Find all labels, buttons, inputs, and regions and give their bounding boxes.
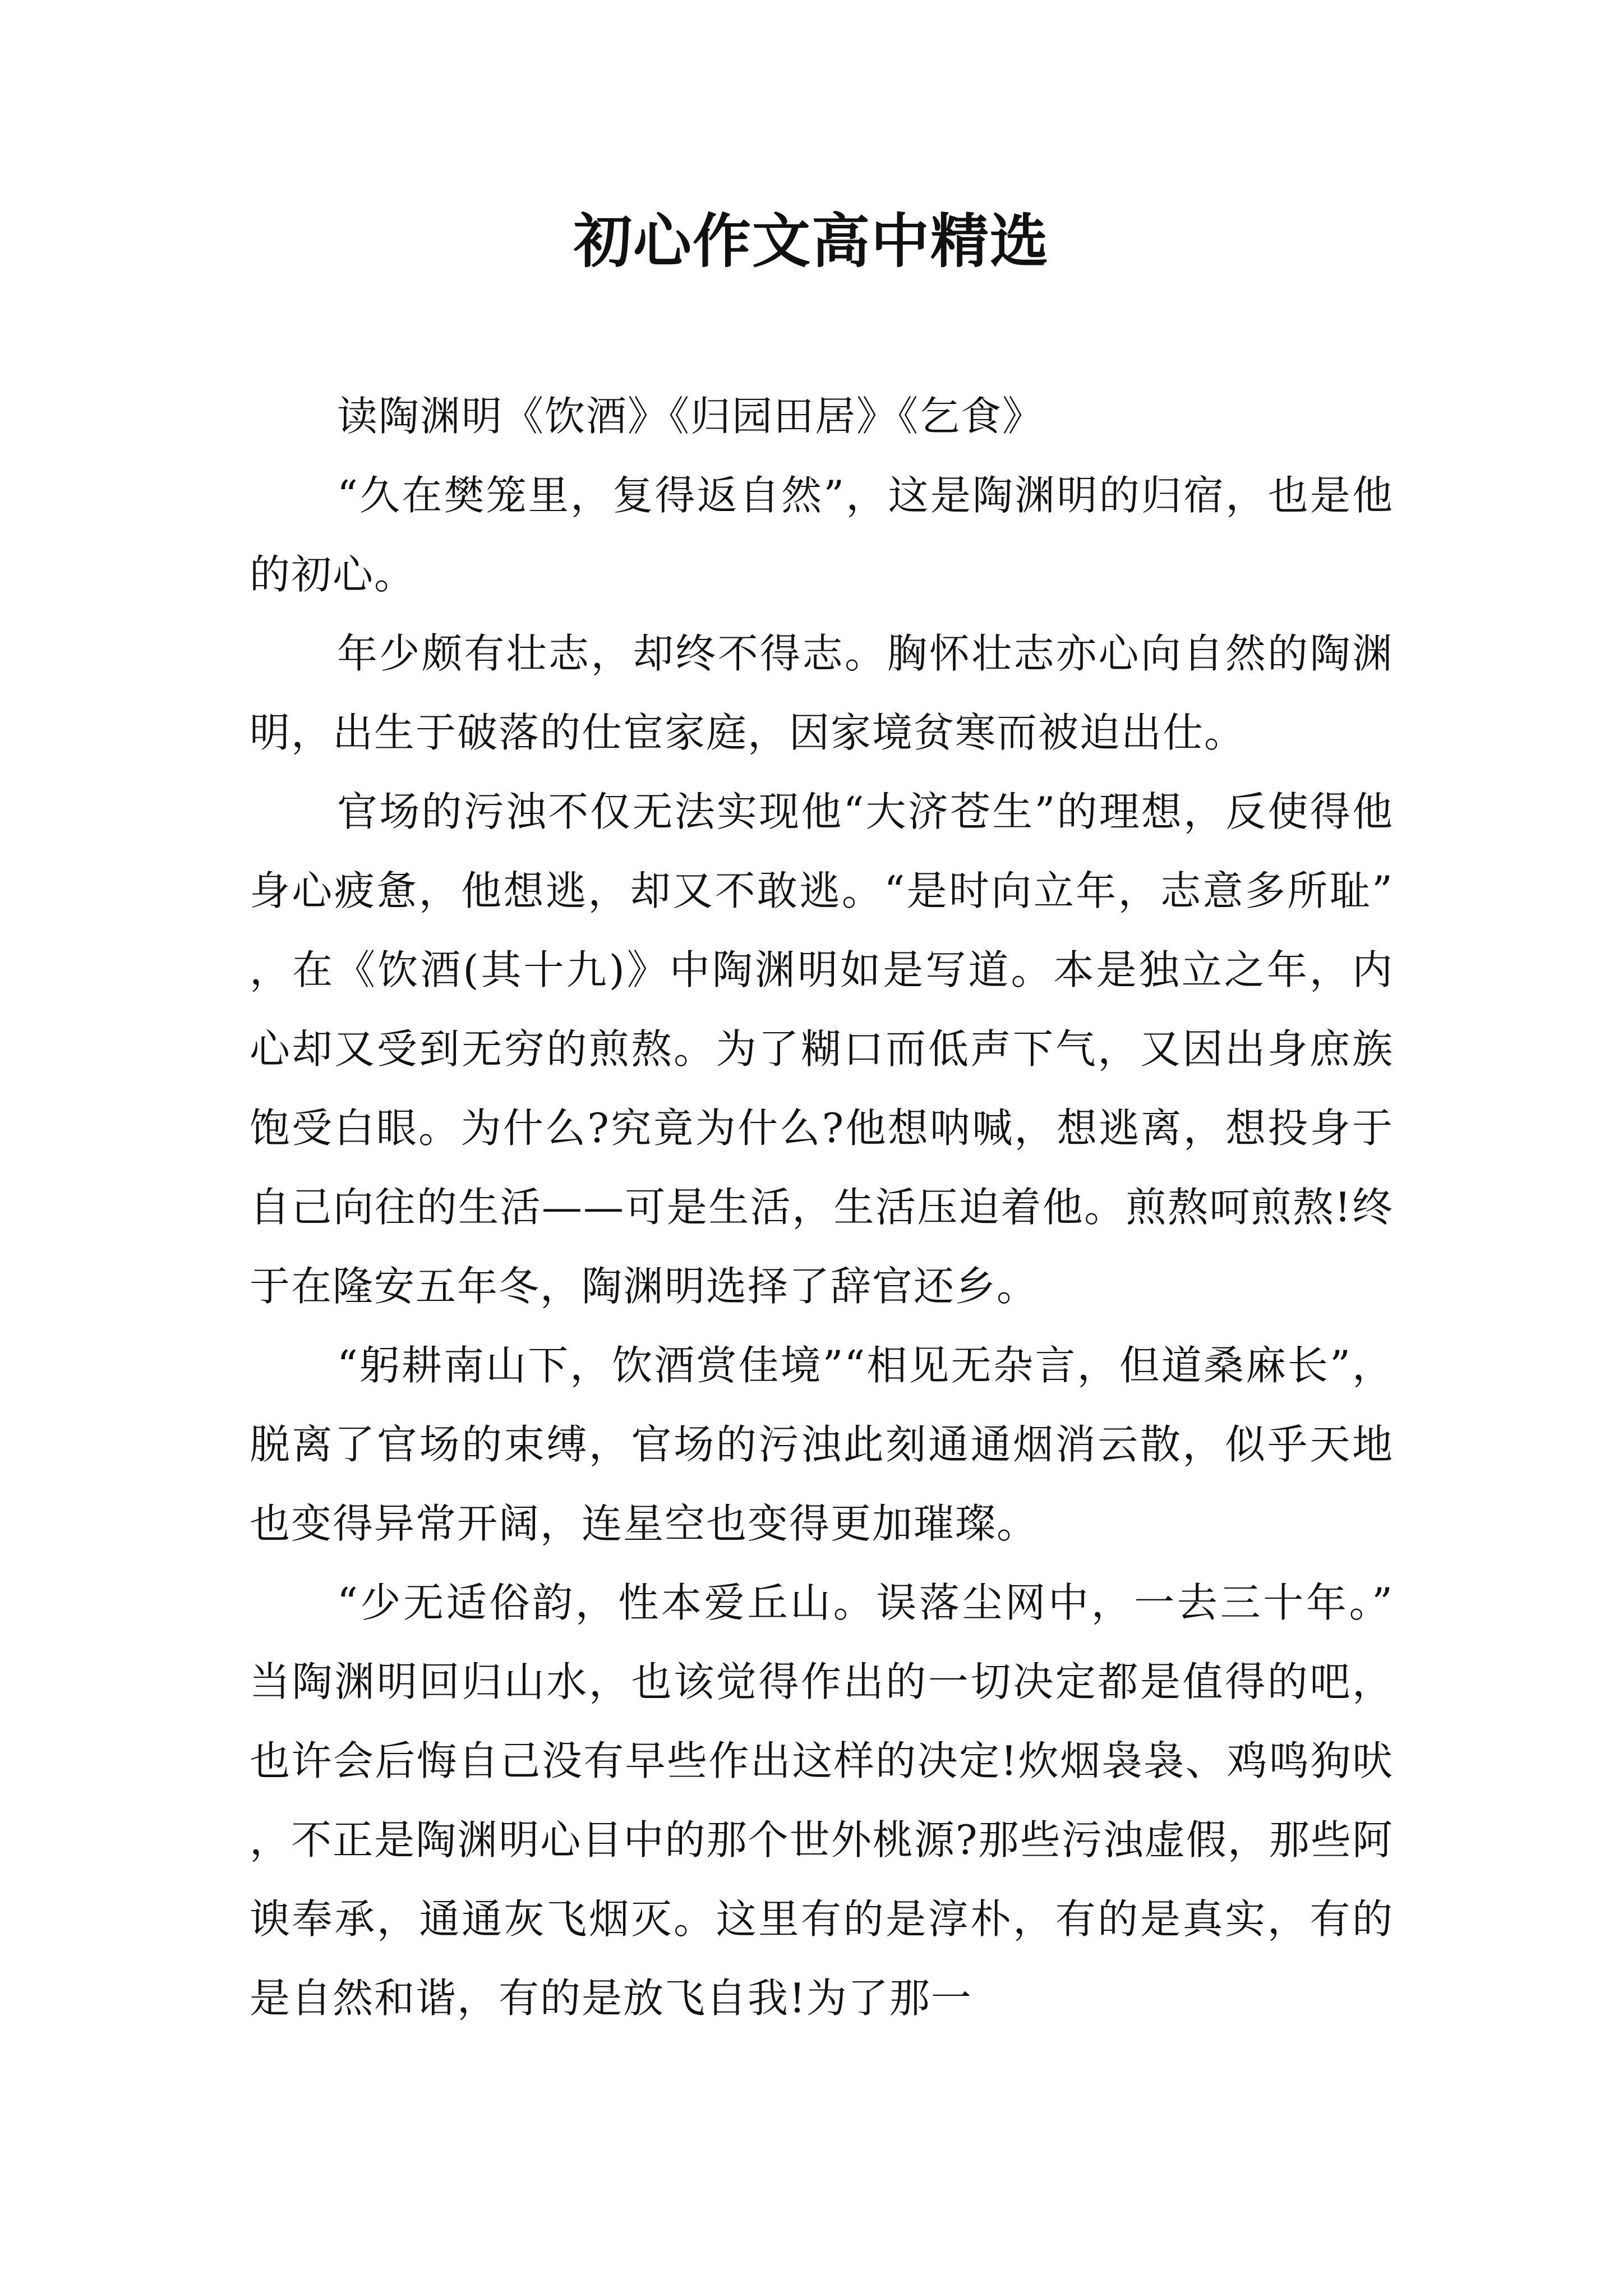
paragraph-3: 官场的污浊不仅无法实现他“大济苍生”的理想，反使得他身心疲惫，他想逃，却又不敢逃。“是时向立年，志意多所耻”，在《饮酒(其十九)》中陶渊明如是写道。本是独立之年，内心却又受到无穷的煎熬。为了糊口而低声下气，又因出身庶族饱受白眼。为什么?究竟为什么?他想呐喊，想逃离，想投身于自己向往的生活——可是生活，生活压迫着他。煎熬呵煎熬!终于在隆安五年冬，陶渊明选择了辞官还乡。 — [250, 788, 1394, 1310]
paragraph-subtitle: 读陶渊明《饮酒》《归园田居》《乞食》 — [337, 393, 1044, 440]
paragraph-2: 年少颇有壮志，却终不得志。胸怀壮志亦心向自然的陶渊明，出生于破落的仕宦家庭，因家境贫寒而被迫出仕。 — [250, 630, 1394, 756]
paragraph-1: “久在樊笼里，复得返自然”，这是陶渊明的归宿，也是他的初心。 — [250, 472, 1394, 598]
document-title: 初心作文高中精选 — [573, 206, 1049, 275]
paragraph-5: “少无适俗韵，性本爱丘山。误落尘网中，一去三十年。”当陶渊明回归山水，也该觉得作出的一切决定都是值得的吧，也许会后悔自己没有早些作出这样的决定!炊烟袅袅、鸡鸣狗吠，不正是陶渊明心目中的那个世外桃源?那些污浊虚假，那些阿谀奉承，通通灰飞烟灭。这里有的是淳朴，有的是真实，有的是自然和谐，有的是放飞自我!为了那一 — [250, 1579, 1394, 2022]
document-body — [250, 377, 1394, 2038]
paragraph-4: “躬耕南山下，饮酒赏佳境”“相见无杂言，但道桑麻长”，脱离了官场的束缚，官场的污浊此刻通通烟消云散，似乎天地也变得异常开阔，连星空也变得更加璀璨。 — [250, 1342, 1394, 1547]
